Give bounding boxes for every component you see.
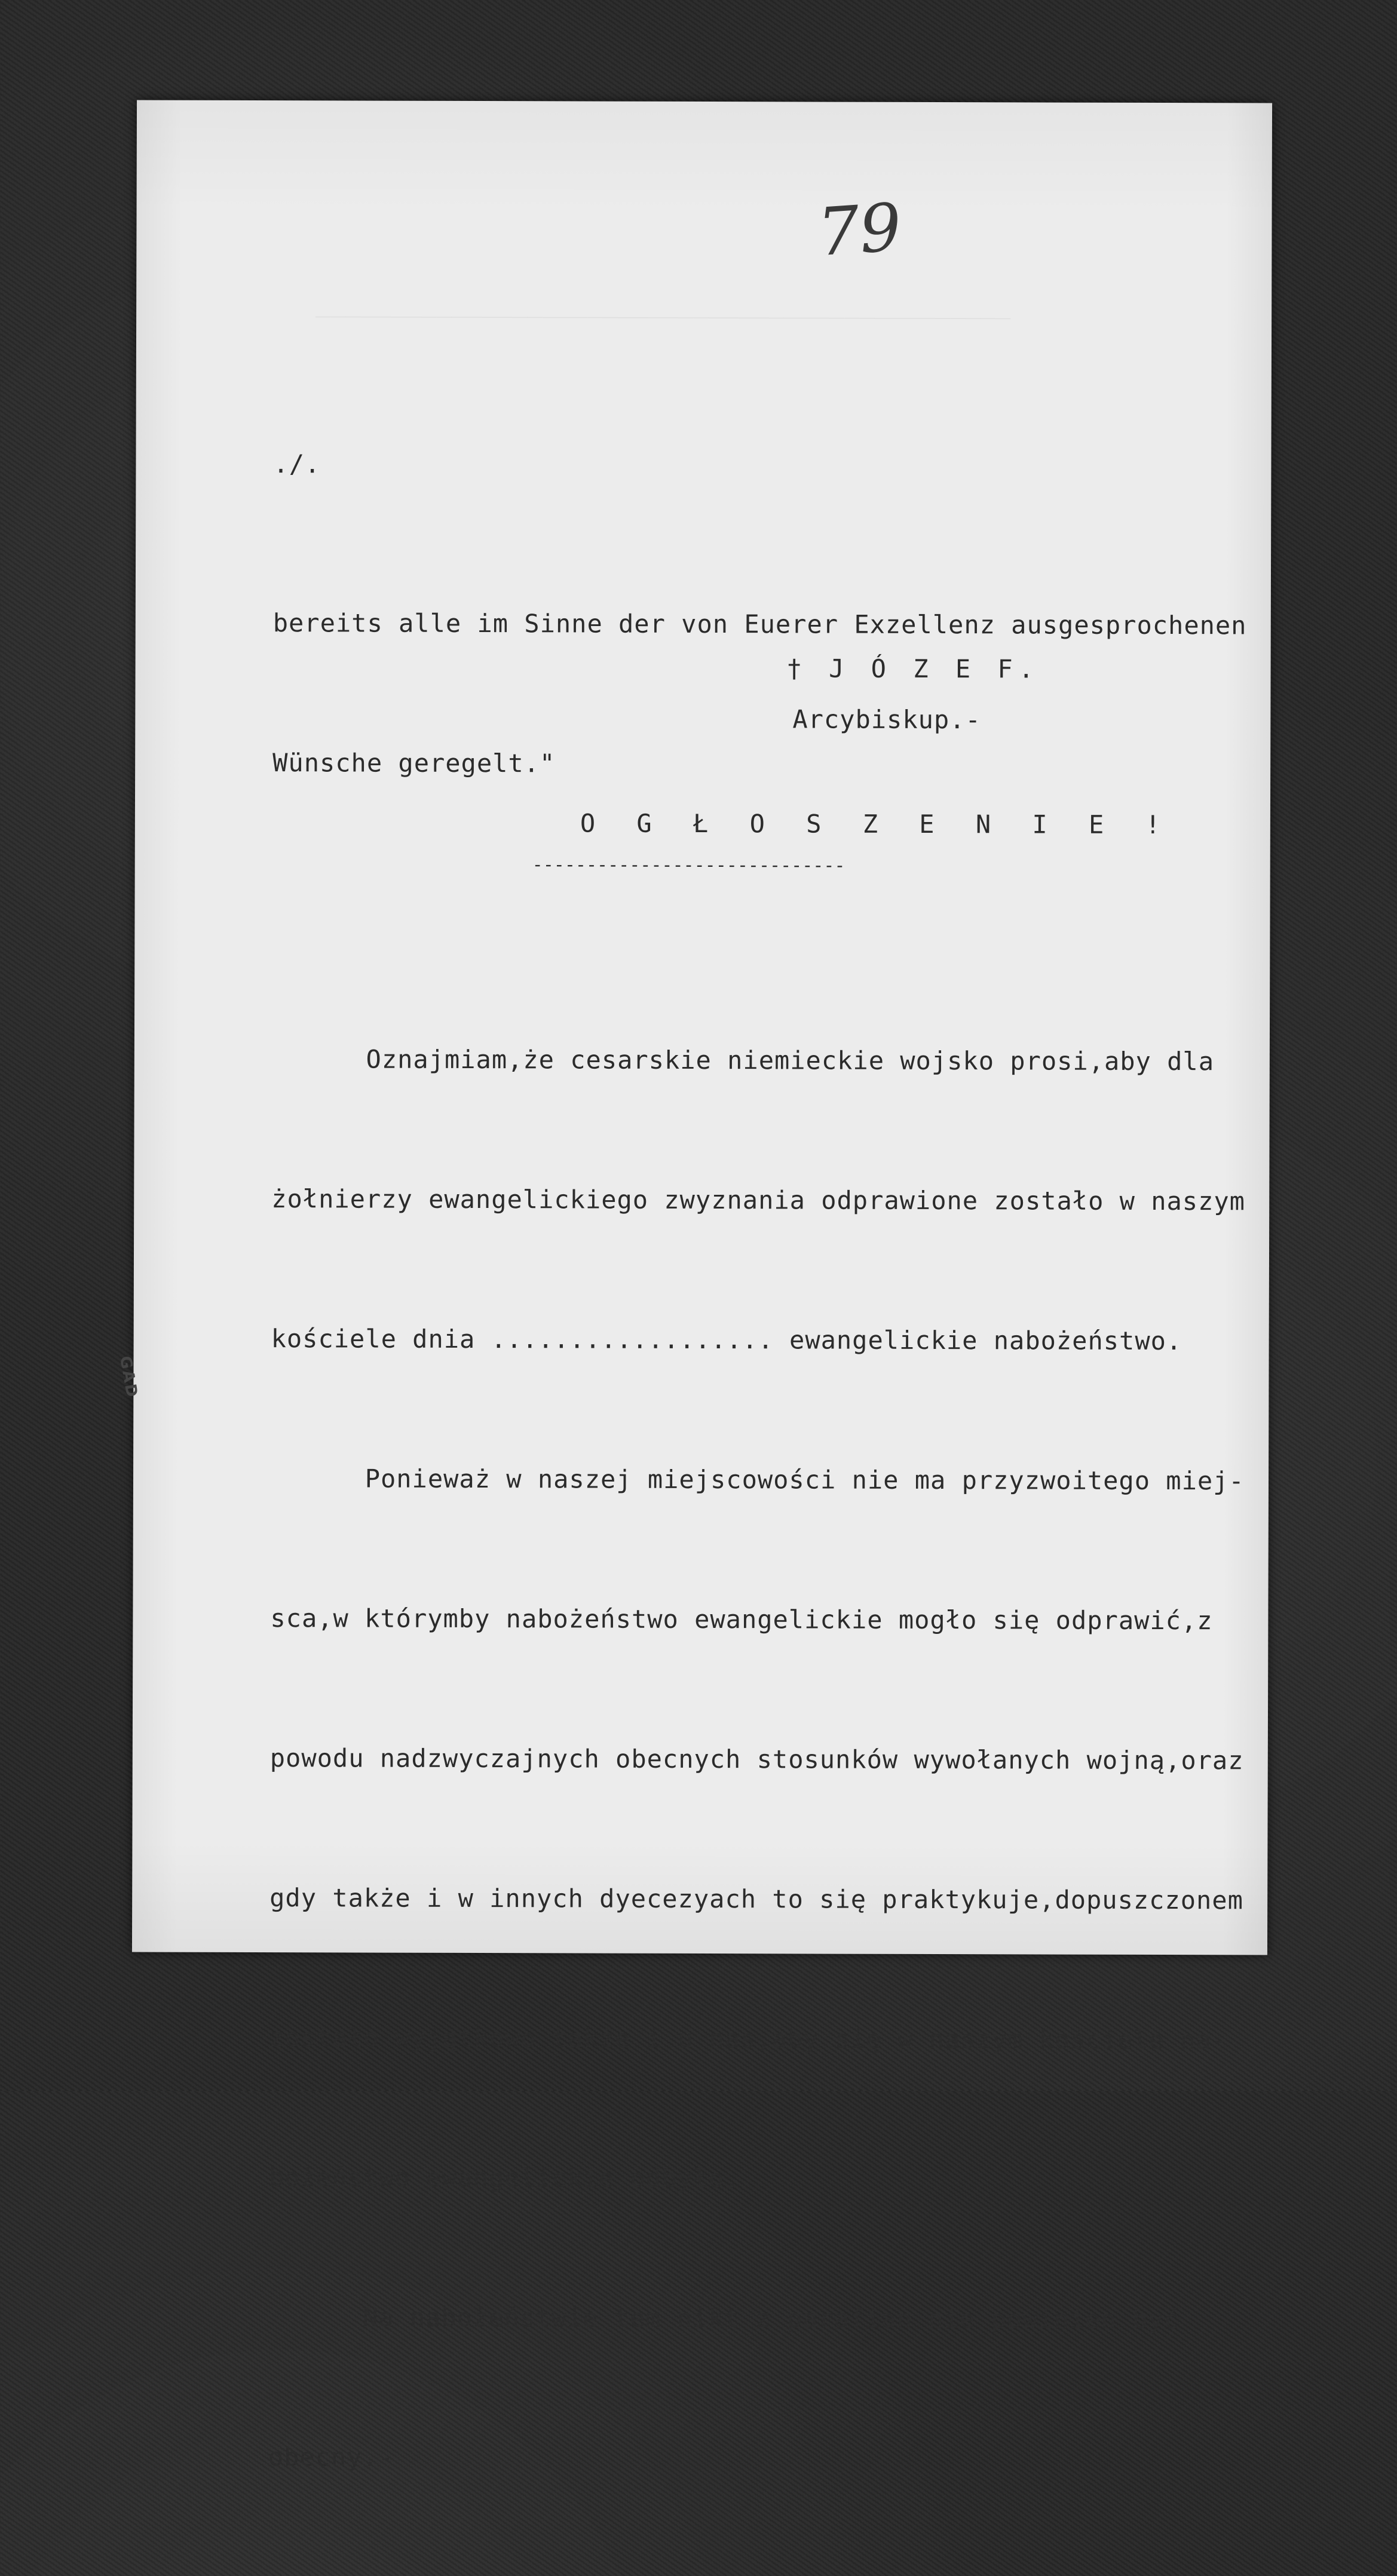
body-line: kościele dnia .................. ewangelickie nabożeństwo. — [271, 1324, 1182, 1356]
document-page — [116, 100, 1272, 2472]
heading-underline: ----------------------------- — [532, 854, 845, 876]
archive-stamp: GAD — [116, 1354, 141, 1400]
german-line: Wünsche geregelt." — [272, 748, 556, 778]
body-line: powodu nadzwyczajnych obecnych stosunków wywołanych wojną,oraz — [269, 1743, 1244, 1775]
body-line: Ponieważ w naszej miejscowości nie ma przyzwoitego miej- — [270, 1464, 1245, 1496]
body-line: gdy także i w innych dyecezyach to się praktykuje,dopuszczonem — [269, 1883, 1243, 1915]
announcement-body — [268, 943, 1246, 2576]
signature-title: Arcybiskup.- — [792, 704, 981, 735]
body-line: Oznajmiam,że cesarskie niemieckie wojsko prosi,aby dla — [271, 1044, 1215, 1077]
signature-name: † J Ó Z E F. — [786, 654, 1040, 684]
bleed-through-text: ______________________________________________ — [315, 288, 1011, 320]
german-line: bereits alle im Sinne der von Euerer Exzellenz ausgesprochenen — [272, 608, 1247, 640]
body-line: obecny.- — [268, 2442, 394, 2472]
page-number: 79 — [815, 189, 904, 271]
body-line: zostało wyjątkowo także i u nas,aby się w naszym kościele na- — [269, 2023, 1228, 2055]
body-line: żołnierzy ewangelickiego zwyznania odprawione zostało w naszym — [271, 1184, 1246, 1216]
body-line: Na nabożeństwie tem nikt z parafian nie powinien być — [268, 2302, 1180, 2335]
body-line: sca,w którymby nabożeństwo ewangelickie mogło się odprawić,z — [270, 1603, 1213, 1636]
body-line: bożeństwo ewangelickie odbyło. — [268, 2163, 740, 2194]
continuation-marker: ./. — [273, 449, 321, 479]
announcement-heading: O G Ł O S Z E N I E ! — [580, 808, 1174, 840]
